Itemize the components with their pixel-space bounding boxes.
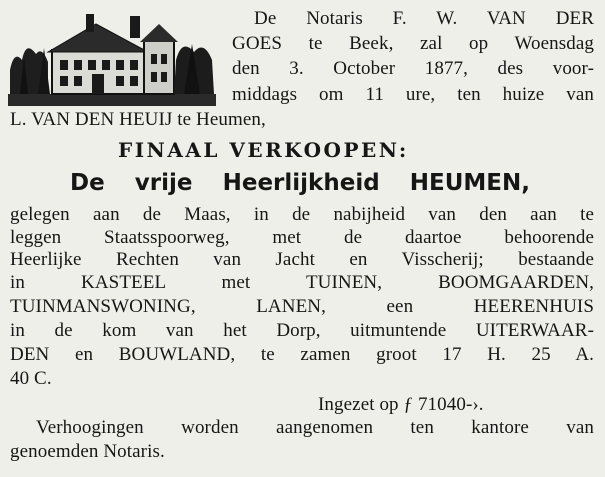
description-line: TUINMANSWONING, LANEN, een HEERENHUIS [10, 296, 594, 317]
closing-line: Verhoogingen worden aangenomen ten kantore van [36, 417, 594, 438]
estate-house-illustration [8, 10, 216, 106]
description-line: Heerlijke Rechten van Jacht en Visscherij; bestaande [10, 249, 594, 270]
opening-line: den 3. October 1877, des voor- [232, 58, 594, 79]
description-line: in KASTEEL met TUINEN, BOOMGAARDEN, [10, 272, 594, 293]
description-line: leggen Staatsspoorweg, met de daartoe behoorende [10, 227, 594, 248]
property-heading: De vrije Heerlijkheid HEUMEN, [70, 170, 530, 196]
bid-line: Ingezet op ƒ 71040-›. [318, 394, 484, 415]
opening-line: middags om 11 ure, ten huize van [232, 84, 594, 105]
closing-line: genoemden Notaris. [10, 441, 165, 462]
opening-line: GOES te Beek, zal op Woensdag [232, 33, 594, 54]
host-line: L. VAN DEN HEUIJ te Heumen, [10, 109, 266, 130]
description-line: gelegen aan de Maas, in de nabijheid van den aan te [10, 204, 594, 225]
sale-heading: FINAAL VERKOOPEN: [118, 138, 409, 162]
description-line: DEN en BOUWLAND, te zamen groot 17 H. 25 A. [10, 344, 594, 365]
description-line: in de kom van het Dorp, uitmuntende UITERWAAR- [10, 320, 594, 341]
opening-line: De Notaris F. W. VAN DER [254, 8, 594, 29]
description-line: 40 C. [10, 368, 52, 389]
